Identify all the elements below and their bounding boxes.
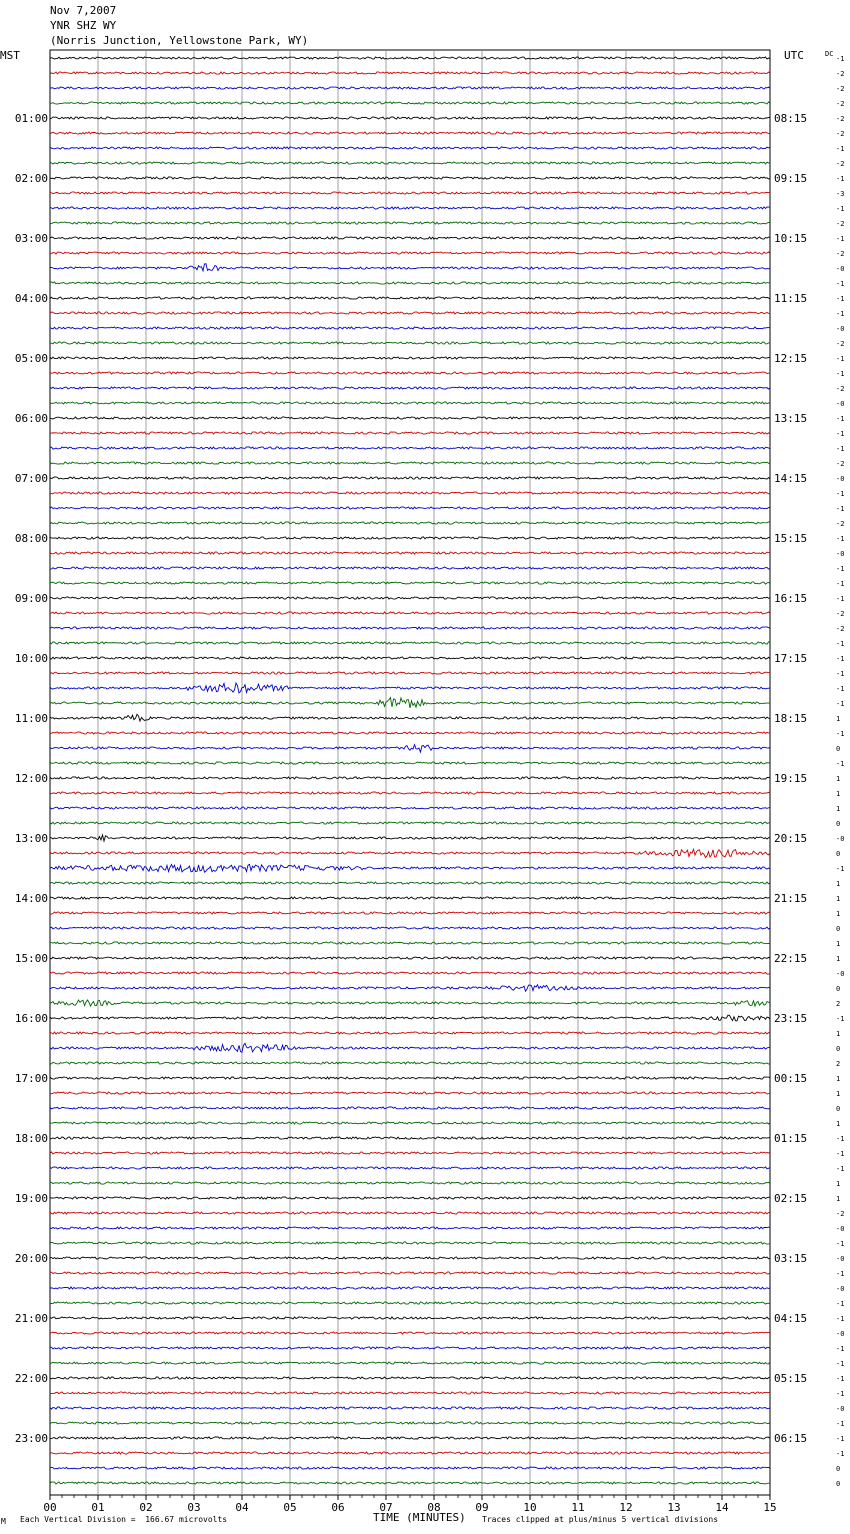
seismic-trace: [50, 1212, 770, 1214]
hour-label-right: 12:15: [774, 352, 808, 365]
seismic-trace: [50, 1107, 770, 1109]
seismic-trace: [50, 1452, 770, 1454]
dc-offset-label: 1: [836, 1075, 841, 1083]
seismic-trace: [50, 657, 770, 659]
seismic-trace: [50, 1332, 770, 1334]
seismic-trace: [50, 612, 770, 614]
dc-offset-label: 0: [836, 1105, 841, 1113]
hour-label-left: 23:00: [14, 1432, 48, 1445]
dc-offset-label: -1: [836, 730, 845, 738]
dc-offset-label: -1: [836, 430, 845, 438]
hour-label-right: 06:15: [774, 1432, 808, 1445]
dc-offset-label: -2: [836, 85, 845, 93]
dc-offset-label: -0: [836, 265, 845, 273]
seismic-trace: [50, 417, 770, 419]
dc-offset-label: -1: [836, 1240, 845, 1248]
dc-offset-label: -1: [836, 1420, 845, 1428]
seismic-trace: [50, 342, 770, 344]
footer-scale-note: Each Vertical Division = 166.67 microvolts: [20, 1515, 228, 1524]
hour-label-right: 21:15: [774, 892, 808, 905]
dc-offset-label: -0: [836, 835, 845, 843]
dc-offset-label: -1: [836, 1450, 845, 1458]
x-tick-label: 07: [379, 1501, 393, 1514]
seismic-trace: [50, 537, 770, 539]
dc-offset-label: -1: [836, 865, 845, 873]
dc-offset-label: -1: [836, 1015, 845, 1023]
dc-offset-label: 1: [836, 910, 841, 918]
x-tick-label: 04: [235, 1501, 249, 1514]
hour-label-right: 19:15: [774, 772, 808, 785]
hour-label-left: 11:00: [14, 712, 48, 725]
dc-offset-label: -2: [836, 70, 845, 78]
dc-offset-label: 1: [836, 790, 841, 798]
seismic-trace: [50, 1197, 770, 1199]
seismic-trace: [50, 1302, 770, 1304]
seismic-trace: [50, 1287, 770, 1289]
seismic-trace: [50, 477, 770, 479]
hour-label-right: 02:15: [774, 1192, 808, 1205]
seismic-trace: [50, 177, 770, 179]
dc-offset-label: -1: [836, 1315, 845, 1323]
seismic-trace: [50, 1152, 770, 1154]
dc-offset-label: -0: [836, 475, 845, 483]
hour-label-right: 08:15: [774, 112, 808, 125]
dc-offset-label: -3: [836, 190, 845, 198]
dc-offset-label: -1: [836, 295, 845, 303]
seismic-trace: [50, 642, 770, 644]
seismic-trace: [50, 327, 770, 329]
hour-label-left: 14:00: [14, 892, 48, 905]
dc-label: DC: [825, 50, 834, 58]
dc-offset-label: 0: [836, 1045, 841, 1053]
seismic-trace: [50, 1407, 770, 1409]
x-tick-label: 03: [187, 1501, 201, 1514]
seismic-trace: [50, 552, 770, 554]
seismic-trace: [50, 222, 770, 224]
seismic-trace: [50, 1362, 770, 1364]
seismic-trace: [50, 1167, 770, 1169]
hour-label-left: 02:00: [14, 172, 48, 185]
dc-offset-label: 0: [836, 985, 841, 993]
dc-offset-label: -1: [836, 490, 845, 498]
dc-offset-label: -1: [836, 310, 845, 318]
dc-offset-label: -2: [836, 460, 845, 468]
dc-offset-label: -1: [836, 1345, 845, 1353]
seismic-trace: [50, 447, 770, 449]
seismic-trace: [50, 1437, 770, 1439]
footer-clip-note: Traces clipped at plus/minus 5 vertical divisions: [482, 1515, 719, 1524]
hour-label-right: 00:15: [774, 1072, 808, 1085]
seismic-trace: [50, 1000, 770, 1006]
seismic-trace: [50, 507, 770, 509]
seismic-trace: [50, 762, 770, 764]
dc-offset-label: -1: [836, 535, 845, 543]
seismic-trace: [50, 1317, 770, 1319]
dc-offset-label: -2: [836, 115, 845, 123]
seismic-trace: [50, 714, 770, 721]
seismic-trace: [50, 1182, 770, 1184]
seismic-trace: [50, 402, 770, 404]
seismic-trace: [50, 162, 770, 164]
dc-offset-label: -2: [836, 610, 845, 618]
hour-label-right: 13:15: [774, 412, 808, 425]
dc-offset-label: -1: [836, 370, 845, 378]
dc-offset-label: -1: [836, 565, 845, 573]
hour-label-left: 04:00: [14, 292, 48, 305]
seismic-trace: [50, 1043, 770, 1052]
seismic-trace: [50, 297, 770, 299]
hour-label-left: 03:00: [14, 232, 48, 245]
left-timezone-label: MST: [0, 49, 20, 62]
dc-offset-label: -2: [836, 1210, 845, 1218]
hour-label-right: 10:15: [774, 232, 808, 245]
dc-offset-label: 1: [836, 880, 841, 888]
dc-offset-label: 1: [836, 940, 841, 948]
dc-offset-label: -1: [836, 685, 845, 693]
seismic-trace: [50, 72, 770, 74]
seismic-trace: [50, 192, 770, 194]
seismic-trace: [50, 627, 770, 629]
hour-label-left: 17:00: [14, 1072, 48, 1085]
dc-offset-label: -1: [836, 235, 845, 243]
dc-offset-label: 1: [836, 1195, 841, 1203]
seismic-trace: [50, 282, 770, 284]
header-station: YNR SHZ WY: [50, 19, 117, 32]
seismic-trace: [50, 387, 770, 389]
seismic-trace: [50, 972, 770, 974]
dc-offset-label: 0: [836, 745, 841, 753]
seismic-trace: [50, 1347, 770, 1349]
dc-offset-label: -1: [836, 445, 845, 453]
hour-label-left: 22:00: [14, 1372, 48, 1385]
x-tick-label: 00: [43, 1501, 57, 1514]
dc-offset-label: -1: [836, 580, 845, 588]
hour-label-right: 09:15: [774, 172, 808, 185]
seismic-trace: [50, 492, 770, 494]
hour-label-left: 15:00: [14, 952, 48, 965]
hour-label-left: 21:00: [14, 1312, 48, 1325]
dc-offset-label: -1: [836, 55, 845, 63]
hour-label-right: 03:15: [774, 1252, 808, 1265]
x-tick-label: 02: [139, 1501, 153, 1514]
seismic-trace: [50, 1377, 770, 1379]
hour-label-right: 15:15: [774, 532, 808, 545]
x-tick-label: 06: [331, 1501, 345, 1514]
dc-offset-label: -1: [836, 1435, 845, 1443]
dc-offset-label: 0: [836, 850, 841, 858]
seismic-trace: [50, 957, 770, 959]
dc-offset-label: -1: [836, 1135, 845, 1143]
dc-offset-label: 0: [836, 1480, 841, 1488]
seismic-trace: [50, 1122, 770, 1124]
dc-offset-label: -1: [836, 655, 845, 663]
dc-offset-label: 1: [836, 715, 841, 723]
hour-label-left: 10:00: [14, 652, 48, 665]
dc-offset-label: -1: [836, 1165, 845, 1173]
seismic-trace: [50, 1227, 770, 1229]
dc-offset-label: -2: [836, 385, 845, 393]
dc-offset-label: -1: [836, 1360, 845, 1368]
seismic-trace: [50, 252, 770, 254]
hour-label-left: 19:00: [14, 1192, 48, 1205]
footer-corner-mark: M: [1, 1517, 6, 1526]
seismic-trace: [50, 672, 770, 674]
seismic-trace: [50, 1257, 770, 1259]
seismic-trace: [50, 882, 770, 884]
dc-offset-label: -1: [836, 1300, 845, 1308]
dc-offset-label: -1: [836, 175, 845, 183]
seismic-trace: [50, 1137, 770, 1139]
seismic-trace: [50, 567, 770, 569]
dc-offset-label: -1: [836, 1270, 845, 1278]
dc-offset-label: 1: [836, 1180, 841, 1188]
seismic-trace: [50, 849, 770, 857]
hour-label-right: 01:15: [774, 1132, 808, 1145]
dc-offset-label: 1: [836, 895, 841, 903]
seismic-trace: [50, 1422, 770, 1424]
hour-label-right: 11:15: [774, 292, 808, 305]
seismic-trace: [50, 897, 770, 899]
seismic-trace: [50, 807, 770, 809]
dc-offset-label: -2: [836, 130, 845, 138]
seismic-trace: [50, 1032, 770, 1034]
dc-offset-label: 0: [836, 820, 841, 828]
hour-label-left: 18:00: [14, 1132, 48, 1145]
seismic-trace: [50, 57, 770, 59]
seismic-trace: [50, 207, 770, 209]
dc-offset-label: -0: [836, 1255, 845, 1263]
dc-offset-label: 1: [836, 955, 841, 963]
seismic-trace: [50, 864, 770, 872]
x-tick-label: 05: [283, 1501, 297, 1514]
dc-offset-label: -0: [836, 1405, 845, 1413]
seismic-trace: [50, 102, 770, 104]
seismic-trace: [50, 698, 770, 708]
seismic-trace: [50, 1482, 770, 1484]
seismic-trace: [50, 1272, 770, 1274]
dc-offset-label: 1: [836, 775, 841, 783]
hour-label-right: 17:15: [774, 652, 808, 665]
seismic-trace: [50, 1392, 770, 1394]
dc-offset-label: -0: [836, 1285, 845, 1293]
hour-label-left: 06:00: [14, 412, 48, 425]
dc-offset-label: -1: [836, 595, 845, 603]
dc-offset-label: -1: [836, 760, 845, 768]
seismic-trace: [50, 835, 770, 841]
dc-offset-label: 0: [836, 925, 841, 933]
seismic-trace: [50, 1242, 770, 1244]
seismic-trace: [50, 1015, 770, 1021]
dc-offset-label: -2: [836, 625, 845, 633]
seismic-trace: [50, 147, 770, 149]
seismic-trace: [50, 597, 770, 599]
dc-offset-label: 0: [836, 1465, 841, 1473]
dc-offset-label: -2: [836, 100, 845, 108]
dc-offset-label: -2: [836, 220, 845, 228]
hour-label-left: 12:00: [14, 772, 48, 785]
seismic-trace: [50, 942, 770, 944]
seismic-trace: [50, 792, 770, 794]
dc-offset-label: -2: [836, 340, 845, 348]
seismic-trace: [50, 927, 770, 929]
dc-offset-label: -1: [836, 205, 845, 213]
dc-offset-label: -0: [836, 400, 845, 408]
seismic-trace: [50, 432, 770, 434]
dc-offset-label: -0: [836, 1225, 845, 1233]
seismic-trace: [50, 372, 770, 374]
x-tick-label: 11: [571, 1501, 585, 1514]
seismic-trace: [50, 312, 770, 314]
x-tick-label: 08: [427, 1501, 441, 1514]
dc-offset-label: -0: [836, 970, 845, 978]
x-tick-label: 15: [763, 1501, 777, 1514]
dc-offset-label: -2: [836, 520, 845, 528]
dc-offset-label: 1: [836, 1120, 841, 1128]
dc-offset-label: 1: [836, 1030, 841, 1038]
x-tick-label: 12: [619, 1501, 633, 1514]
hour-label-right: 23:15: [774, 1012, 808, 1025]
seismic-trace: [50, 237, 770, 239]
seismic-trace: [50, 264, 770, 271]
hour-label-left: 09:00: [14, 592, 48, 605]
hour-label-right: 16:15: [774, 592, 808, 605]
dc-offset-label: -0: [836, 325, 845, 333]
seismic-trace: [50, 912, 770, 914]
hour-label-left: 05:00: [14, 352, 48, 365]
dc-offset-label: 2: [836, 1000, 841, 1008]
seismic-trace: [50, 132, 770, 134]
hour-label-left: 01:00: [14, 112, 48, 125]
x-axis-title: TIME (MINUTES): [373, 1511, 466, 1524]
hour-label-right: 20:15: [774, 832, 808, 845]
dc-offset-label: 1: [836, 805, 841, 813]
dc-offset-label: 2: [836, 1060, 841, 1068]
dc-offset-label: -1: [836, 1390, 845, 1398]
seismic-trace: [50, 1077, 770, 1079]
seismic-trace: [50, 522, 770, 524]
seismic-trace: [50, 985, 770, 991]
seismic-trace: [50, 1467, 770, 1469]
x-tick-label: 09: [475, 1501, 489, 1514]
dc-offset-label: -1: [836, 640, 845, 648]
hour-label-left: 16:00: [14, 1012, 48, 1025]
header-date: Nov 7,2007: [50, 4, 117, 17]
header-location: (Norris Junction, Yellowstone Park, WY): [50, 34, 309, 47]
seismic-trace: [50, 683, 770, 693]
dc-offset-label: 1: [836, 1090, 841, 1098]
dc-offset-label: -0: [836, 1330, 845, 1338]
dc-offset-label: -1: [836, 145, 845, 153]
x-tick-label: 14: [715, 1501, 729, 1514]
dc-offset-label: -2: [836, 250, 845, 258]
hour-label-left: 13:00: [14, 832, 48, 845]
seismic-trace: [50, 1092, 770, 1094]
hour-label-right: 22:15: [774, 952, 808, 965]
seismic-trace: [50, 1062, 770, 1064]
dc-offset-label: -1: [836, 1150, 845, 1158]
seismic-trace: [50, 357, 770, 359]
dc-offset-label: -2: [836, 160, 845, 168]
seismic-trace: [50, 745, 770, 752]
dc-offset-label: -1: [836, 415, 845, 423]
hour-label-right: 05:15: [774, 1372, 808, 1385]
hour-label-right: 04:15: [774, 1312, 808, 1325]
seismic-trace: [50, 582, 770, 584]
seismic-trace: [50, 87, 770, 89]
hour-label-right: 14:15: [774, 472, 808, 485]
x-tick-label: 01: [91, 1501, 105, 1514]
dc-offset-label: -0: [836, 550, 845, 558]
dc-offset-label: -1: [836, 670, 845, 678]
right-timezone-label: UTC: [784, 49, 804, 62]
seismic-trace: [50, 777, 770, 779]
seismic-trace: [50, 117, 770, 119]
dc-offset-label: -1: [836, 355, 845, 363]
hour-label-left: 20:00: [14, 1252, 48, 1265]
seismic-trace: [50, 822, 770, 824]
dc-offset-label: -1: [836, 1375, 845, 1383]
dc-offset-label: -1: [836, 505, 845, 513]
dc-offset-label: -1: [836, 280, 845, 288]
seismic-trace: [50, 462, 770, 464]
x-tick-label: 13: [667, 1501, 681, 1514]
x-tick-label: 10: [523, 1501, 537, 1514]
hour-label-left: 07:00: [14, 472, 48, 485]
hour-label-left: 08:00: [14, 532, 48, 545]
hour-label-right: 18:15: [774, 712, 808, 725]
dc-offset-label: -1: [836, 700, 845, 708]
seismic-trace: [50, 732, 770, 734]
